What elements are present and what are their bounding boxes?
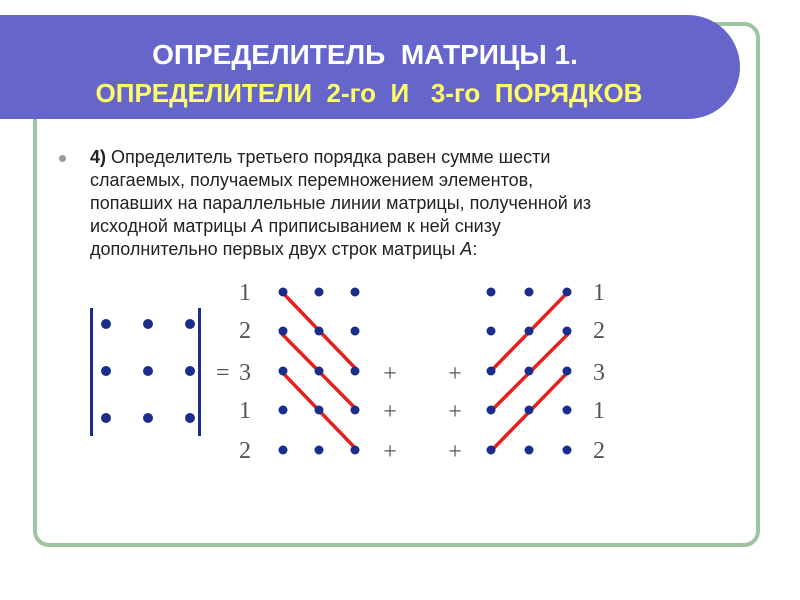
right-row-label: 2	[593, 438, 605, 464]
matrix-dot	[315, 327, 324, 336]
matrix-dot	[101, 366, 111, 376]
text-line-4: исходной матрицы	[90, 216, 252, 236]
matrix-dot	[185, 319, 195, 329]
plus-sign: +	[448, 399, 462, 425]
title-line-1: ОПРЕДЕЛИТЕЛЬ МАТРИЦЫ 1.	[152, 39, 578, 70]
matrix-dot	[563, 327, 572, 336]
matrix-dot	[563, 288, 572, 297]
plus-sign: +	[448, 361, 462, 387]
text-line-4-tail: приписыванием к ней снизу	[263, 216, 501, 236]
right-row-label: 1	[593, 280, 605, 306]
matrix-dot	[315, 446, 324, 455]
equals-sign: =	[216, 360, 230, 386]
matrix-dot	[563, 406, 572, 415]
plus-sign: +	[383, 399, 397, 425]
determinant-left-bar	[90, 308, 93, 436]
item-number: 4)	[90, 147, 107, 167]
matrix-dot	[351, 446, 360, 455]
matrix-dot	[525, 406, 534, 415]
left-row-label: 3	[239, 360, 251, 386]
matrix-dot	[525, 367, 534, 376]
matrix-dot	[351, 288, 360, 297]
matrix-dot	[525, 446, 534, 455]
right-row-label: 3	[593, 360, 605, 386]
text-line-2: слагаемых, получаемых перемножением элементов,	[90, 170, 534, 190]
plus-sign: +	[383, 439, 397, 465]
matrix-dot	[101, 413, 111, 423]
matrix-dot	[143, 366, 153, 376]
matrix-dot	[315, 406, 324, 415]
matrix-dot	[351, 367, 360, 376]
matrix-dot	[143, 319, 153, 329]
right-row-label: 2	[593, 318, 605, 344]
determinant-right-bar	[198, 308, 201, 436]
title-line-2: ОПРЕДЕЛИТЕЛИ 2-го И 3-го ПОРЯДКОВ	[95, 78, 643, 108]
left-row-label: 2	[239, 438, 251, 464]
matrix-dot	[487, 327, 496, 336]
left-row-label: 2	[239, 318, 251, 344]
matrix-dot	[563, 446, 572, 455]
matrix-dot	[279, 367, 288, 376]
matrix-dot	[315, 367, 324, 376]
matrix-dot	[487, 406, 496, 415]
matrix-dot	[563, 367, 572, 376]
plus-sign: +	[448, 439, 462, 465]
left-row-label: 1	[239, 280, 251, 306]
matrix-dot	[279, 406, 288, 415]
matrix-symbol-2: A	[460, 239, 473, 259]
matrix-dot	[185, 366, 195, 376]
matrix-dot	[487, 288, 496, 297]
matrix-dot	[185, 413, 195, 423]
right-row-label: 1	[593, 398, 605, 424]
matrix-dot	[101, 319, 111, 329]
matrix-dot	[525, 327, 534, 336]
text-line-1: Определитель третьего порядка равен сумме шести	[106, 147, 551, 167]
left-row-label: 1	[239, 398, 251, 424]
matrix-symbol: A	[251, 216, 264, 236]
matrix-dot	[279, 327, 288, 336]
plus-sign: +	[383, 361, 397, 387]
matrix-dot	[525, 288, 534, 297]
text-line-5: дополнительно первых двух строк матрицы	[90, 239, 461, 259]
matrix-dot	[315, 288, 324, 297]
text-line-3: попавших на параллельные линии матрицы, полученной из	[90, 193, 592, 213]
matrix-dot	[351, 327, 360, 336]
matrix-dot	[351, 406, 360, 415]
matrix-dot	[279, 288, 288, 297]
text-end: :	[472, 239, 478, 259]
matrix-dot	[487, 367, 496, 376]
matrix-dot	[279, 446, 288, 455]
matrix-dot	[487, 446, 496, 455]
matrix-dot	[143, 413, 153, 423]
